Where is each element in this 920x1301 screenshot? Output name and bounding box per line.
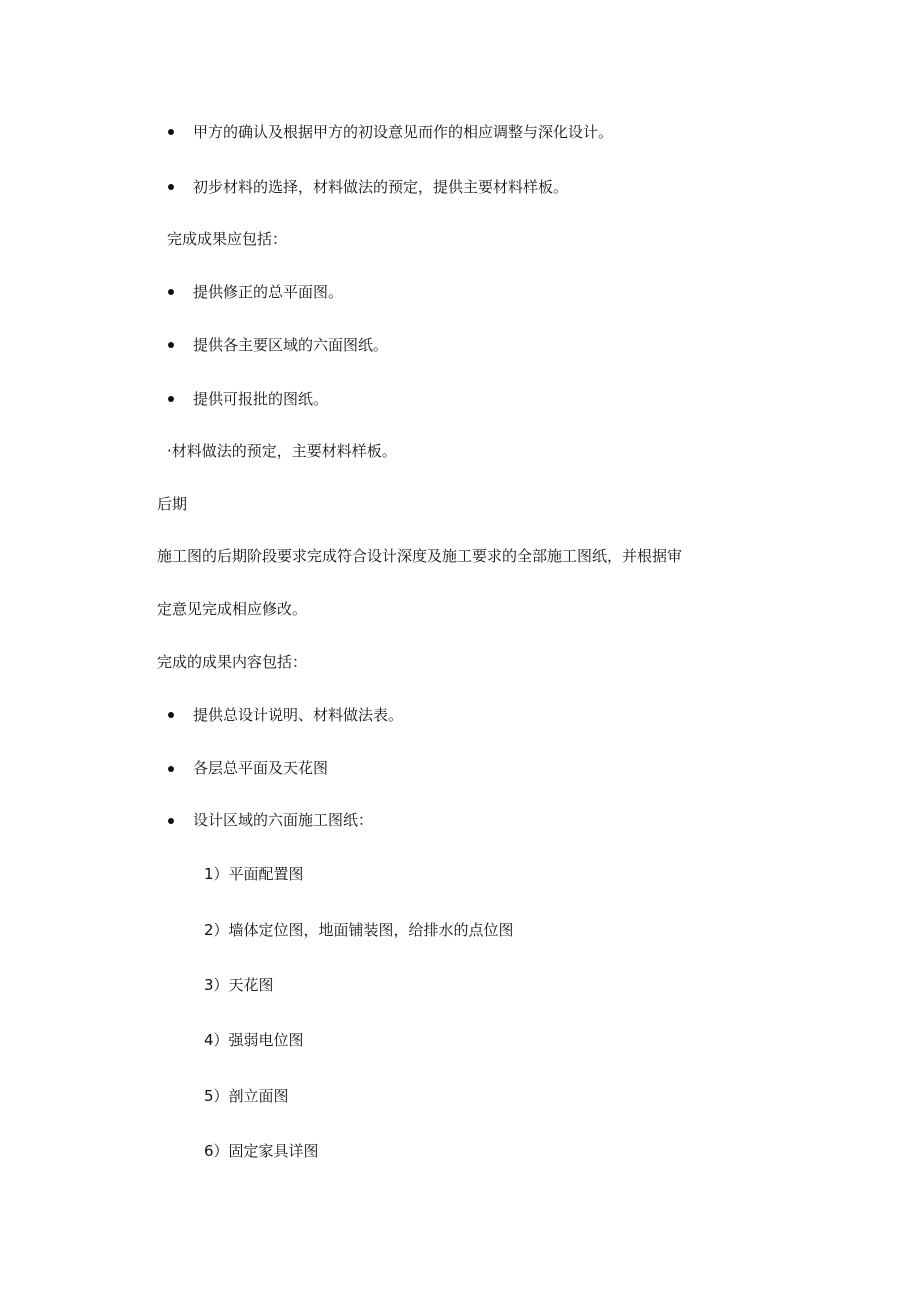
deliverables-heading: 完成成果应包括： — [167, 230, 288, 248]
numbered-item: 1）平面配置图 — [204, 865, 304, 883]
numbered-item: 2）墙体定位图，地面铺装图，给排水的点位图 — [204, 921, 514, 939]
bullet-item: 提供各主要区域的六面图纸。 — [193, 336, 389, 354]
bullet-item: 各层总平面及天花图 — [193, 759, 329, 777]
bullet-item: 设计区域的六面施工图纸： — [193, 811, 374, 829]
bullet-dot — [168, 129, 174, 135]
bullet-dot — [168, 766, 174, 772]
bullet-dot — [168, 342, 174, 348]
numbered-item: 4）强弱电位图 — [204, 1031, 304, 1049]
bullet-item: 甲方的确认及根据甲方的初设意见而作的相应调整与深化设计。 — [193, 123, 614, 141]
numbered-item: 3）天花图 — [204, 976, 274, 994]
bullet-item: 提供可报批的图纸。 — [193, 390, 329, 408]
numbered-item: 6）固定家具详图 — [204, 1142, 319, 1160]
paragraph-line: 施工图的后期阶段要求完成符合设计深度及施工要求的全部施工图纸，并根据审 — [157, 547, 683, 565]
later-deliverables-heading: 完成的成果内容包括： — [157, 653, 308, 671]
bullet-dot — [168, 396, 174, 402]
numbered-item: 5）剖立面图 — [204, 1087, 289, 1105]
bullet-item: 提供修正的总平面图。 — [193, 283, 344, 301]
section-title: 后期 — [157, 495, 188, 513]
bullet-item: 初步材料的选择，材料做法的预定，提供主要材料样板。 — [193, 178, 569, 196]
bullet-dot — [168, 289, 174, 295]
paragraph-line: 定意见完成相应修改。 — [157, 600, 308, 618]
bullet-dot — [168, 184, 174, 190]
bullet-dot — [168, 712, 174, 718]
materials-note: ·材料做法的预定，主要材料样板。 — [167, 442, 397, 460]
bullet-item: 提供总设计说明、材料做法表。 — [193, 706, 404, 724]
bullet-dot — [168, 818, 174, 824]
